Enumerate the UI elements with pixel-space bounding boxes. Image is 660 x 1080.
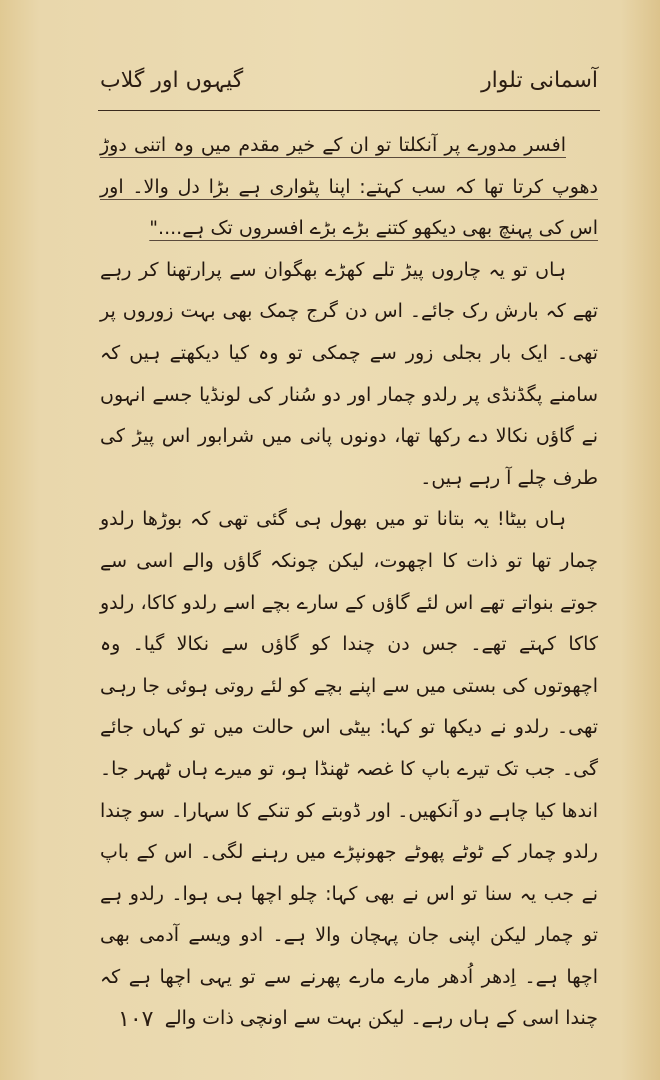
page-number: ۱۰۷	[118, 1007, 154, 1032]
paragraph-1	[100, 125, 598, 250]
quote-text: افسر مدورے پر آنکلتا تو ان کے خیر مقدم میں وہ اتنی دوڑ دھوپ کرتا تھا کہ سب کہتے: اپنا پٹواری ہے بڑا دل والا۔ اور اس کی پہنچ بھی دیکھو کتنے بڑے بڑے افسروں تک ہے...."	[100, 134, 598, 240]
paragraph-3: ہاں بیٹا! یہ بتانا تو میں بھول ہی گئی تھی کہ بوڑھا رلدو چمار تھا تو ذات کا اچھوت، لیکن چونکہ گاؤں والے اسی سے جوتے بنواتے تھے اس لئے گاؤں کے سارے بچے اسے رلدو کاکا، رلدو کاکا کہتے تھے۔ جس دن چندا کو گاؤں سے نکالا گیا۔ وہ اچھوتوں کی بستی میں سے اپنے بچے کو لئے روتی ہوئی جا رہی تھی۔ رلدو نے دیکھا تو کہا: بیٹی اس حالت میں تو کہاں جائے گی۔ جب تک تیرے باپ کا غصہ ٹھنڈا ہو، تو میرے ہاں ٹھہر جا۔ اندھا کیا چاہے دو آنکھیں۔ اور ڈوبتے کو تنکے کا سہارا۔ سو چندا رلدو چمار کے ٹوٹے پھوٹے جھونپڑے میں رہنے لگی۔ اس کے باپ نے جب یہ سنا تو اس نے بھی کہا: چلو اچھا ہی ہوا۔ رلدو ہے تو چمار لیکن اپنی جان پہچان والا ہے۔ ادو ویسے آدمی بھی اچھا ہے۔ اِدھر اُدھر مارے مارے پھرنے سے تو یہی اچھا ہے کہ چندا اسی کے ہاں رہے۔ لیکن بہت سے اونچی ذات والے	[100, 508, 598, 1030]
running-title-left: گیہوں اور گلاب	[100, 67, 244, 93]
header-divider	[98, 110, 600, 111]
running-title-right: آسمانی تلوار	[481, 67, 598, 93]
page-header	[100, 56, 598, 106]
paragraph-2: ہاں تو یہ چاروں پیڑ تلے کھڑے بھگوان سے پرارتھنا کر رہے تھے کہ بارش رک جائے۔ اس دن گرج چمک بھی بہت زوروں پر تھی۔ ایک بار بجلی زور سے چمکی تو وہ کیا دیکھتے ہیں کہ سامنے پگڈنڈی پر رلدو چمار اور دو سُنار کی لونڈیا جسے انہوں نے گاؤں نکالا دے رکھا تھا، دونوں پانی میں شرابور اس پیڑ کی طرف چلے آ رہے ہیں۔	[100, 258, 598, 489]
